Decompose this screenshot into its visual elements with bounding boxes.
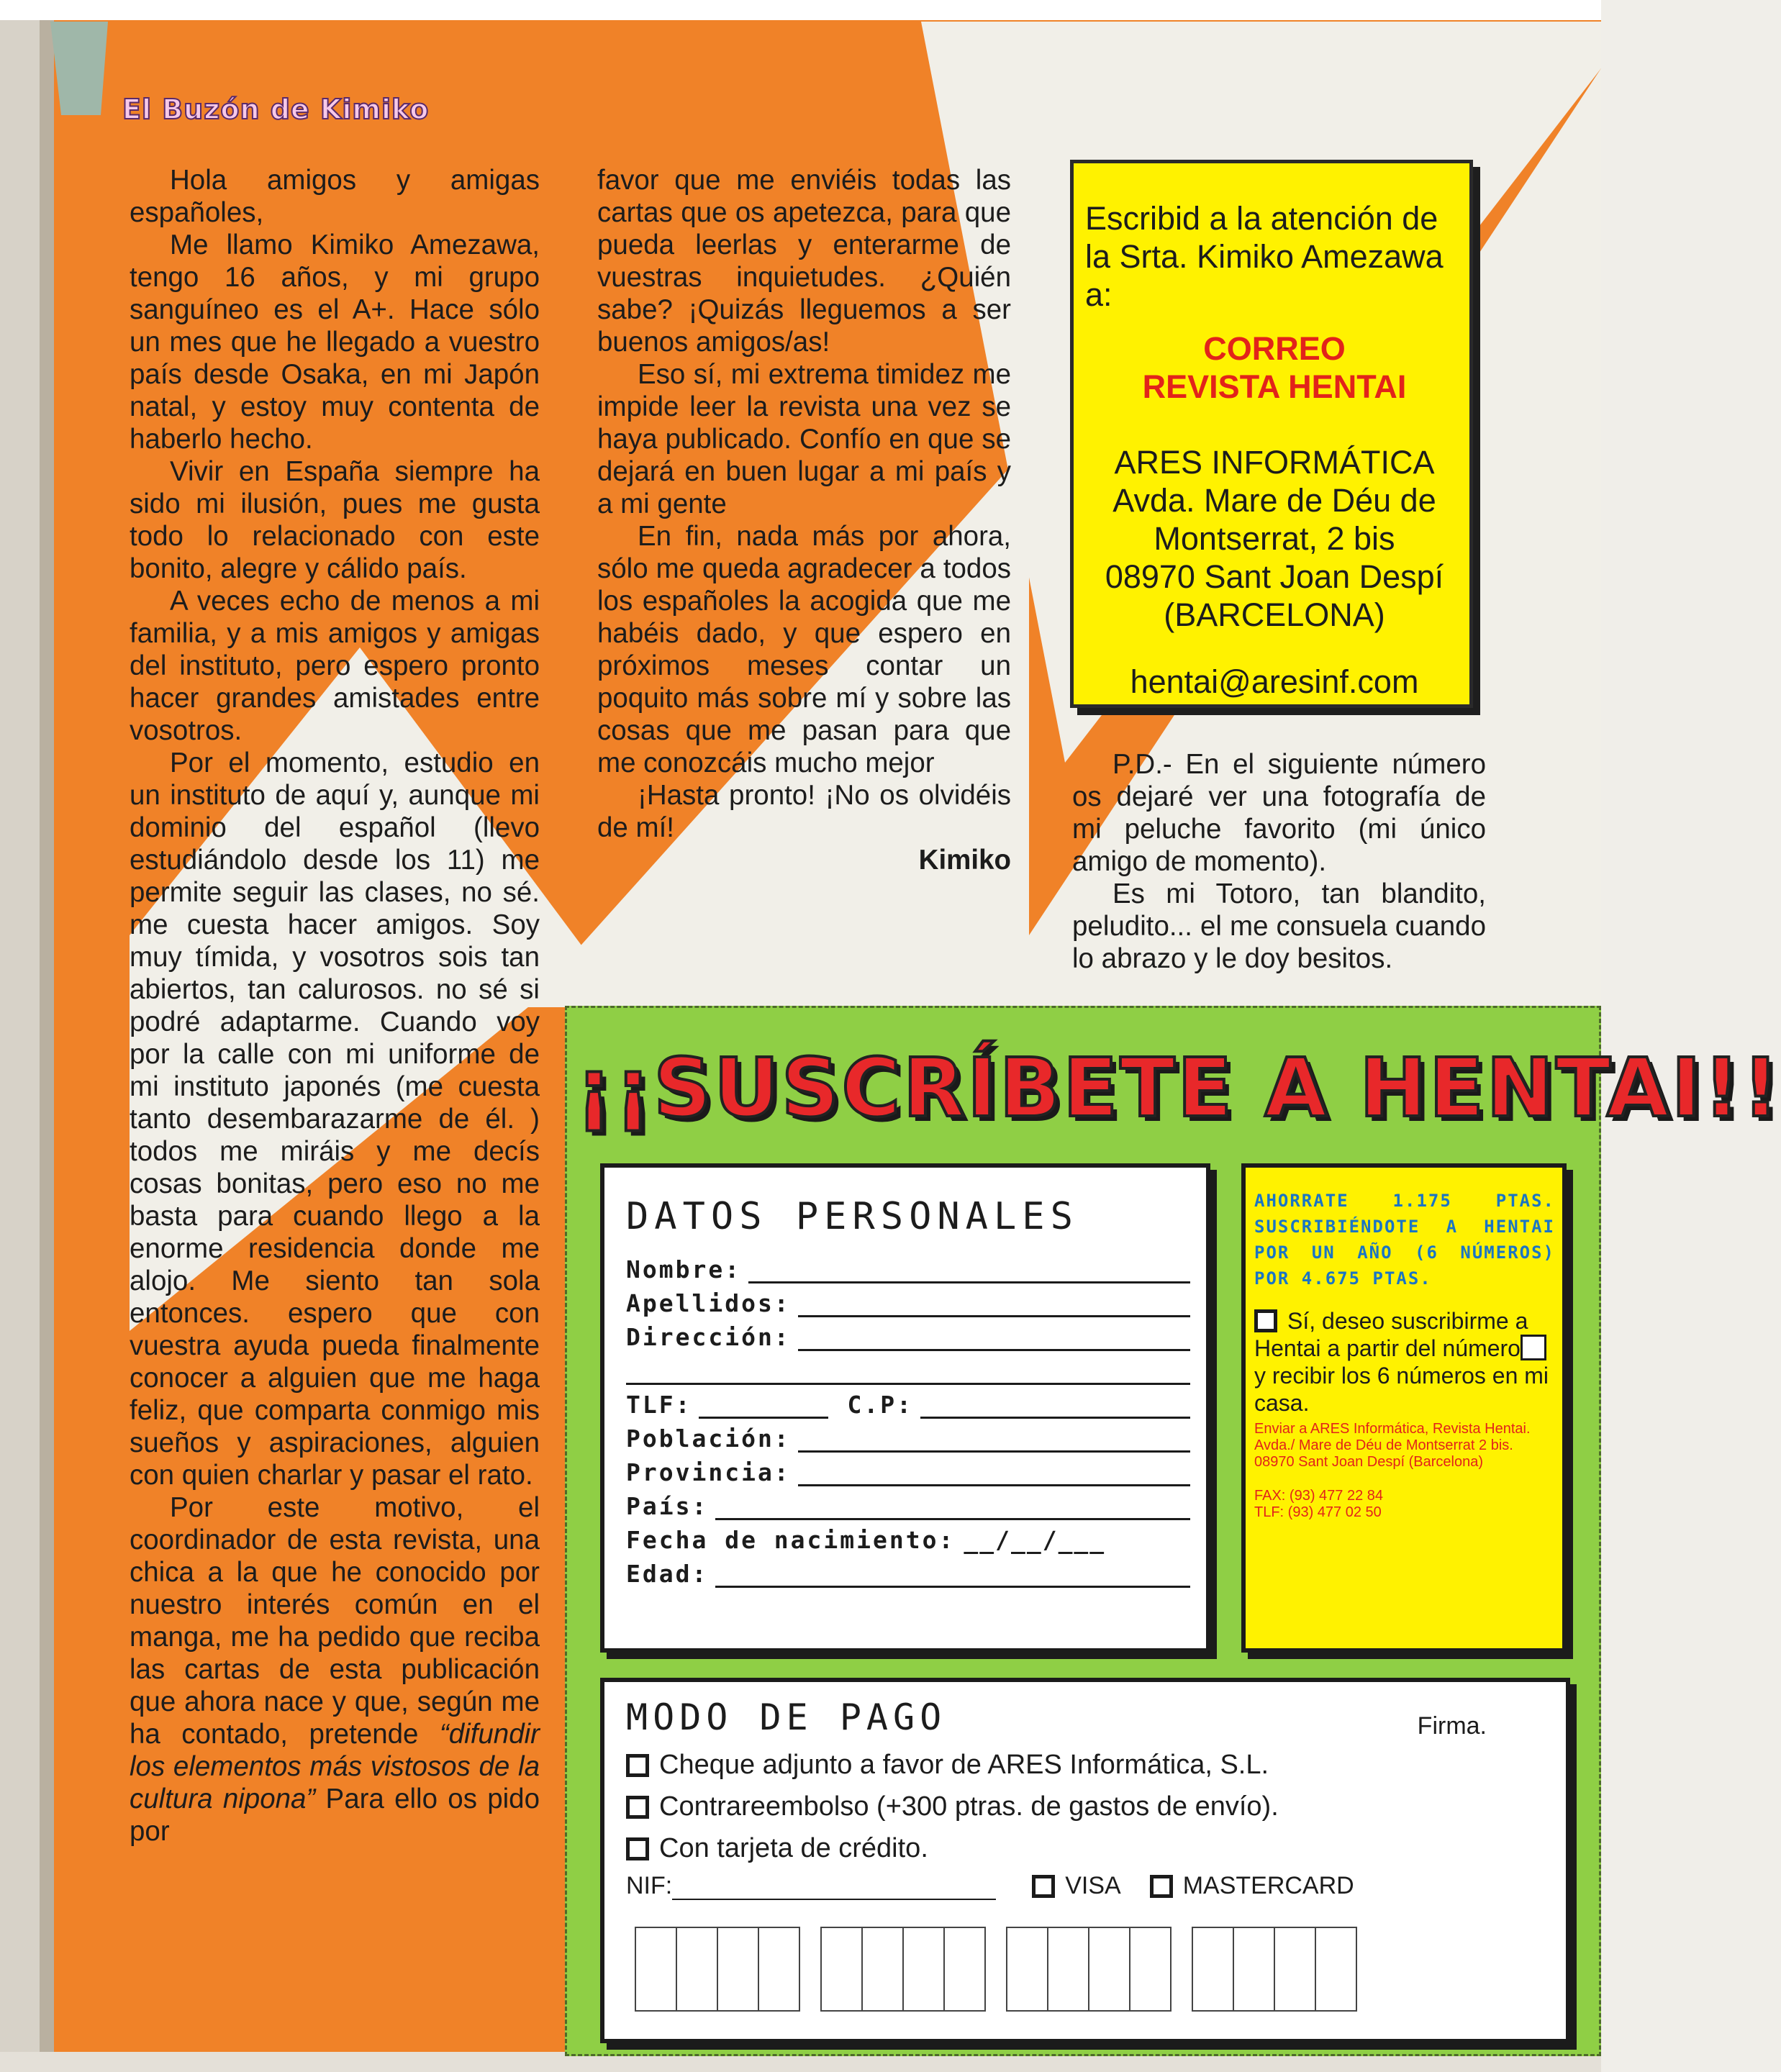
country-field[interactable] [626,1486,1190,1520]
quote-text: “difundir los elementos más vistosos de la cultura nipona” [130,1719,540,1814]
card-digit-group[interactable] [1006,1927,1170,2012]
subscribe-option-text-end: y recibir los 6 números en mi casa. [1254,1363,1549,1416]
address-field-2[interactable] [626,1351,1190,1385]
visa-checkbox[interactable] [1032,1875,1055,1898]
address-box [1070,160,1473,708]
surname-label: Apellidos: [626,1289,791,1317]
address-intro: Escribid a la atención de la Srta. Kimiko Amezawa a: [1085,200,1444,313]
country-label: País: [626,1492,709,1520]
province-line: (BARCELONA) [1164,596,1385,633]
letter-paragraph: Hola amigos y amigas españoles, [130,165,540,228]
visa-option[interactable] [1032,1872,1120,1900]
age-label: Edad: [626,1560,709,1588]
postscript-paragraph: Es mi Totoro, tan blandito, peludito... el me consuela cuando lo abrazo y le doy besitos. [1072,878,1486,974]
city-line: 08970 Sant Joan Despí [1105,558,1444,595]
nif-line[interactable] [672,1877,996,1900]
letter-paragraph: Por el momento, estudio en un instituto de aquí y, aunque mi dominio del español (llevo estudiándolo desde los 11) me permite seguir las clases, no sé. me cuesta hacer amigos. Soy muy tímida, y vosotros sois tan abiertos, tan calurosos. no sé si podré adaptarme. Cuando voy por la calle con mi uniforme de mi instituto japonés (me cuesta tanto desembarazarme de él. ) todos me miráis y me decís cosas bonitas, pero eso no me basta para cuando llego a la enorme residencia donde me alojo. Me siento tan sola entonces. espero que con vuestra ayuda pueda finalmente conocer a alguien que me haga feliz, que comparta conmigo mis sueños y aspiraciones, alguien con quien charlar y pasar el rato. [130,748,540,1491]
card-digit-group[interactable] [1192,1927,1356,2012]
birthdate-slots[interactable]: __/__/___ [964,1526,1106,1554]
cheque-label: Cheque adjunto a favor de ARES Informática, S.L. [659,1750,1269,1780]
card-label: Con tarjeta de crédito. [659,1833,928,1863]
subscribe-checkbox[interactable] [1254,1309,1277,1332]
cheque-checkbox[interactable] [626,1754,649,1777]
visa-label: VISA [1065,1872,1121,1899]
send-to-address: Enviar a ARES Informática, Revista Hentai. Avda./ Mare de Déu de Montserrat 2 bis. 08970 Sant Joan Despí (Barcelona) [1254,1421,1531,1470]
address-label: Dirección: [626,1323,791,1351]
fax-number: FAX: (93) 477 22 84 [1254,1488,1384,1504]
letter-paragraph: En fin, nada más por ahora, sólo me queda agradecer a todos los españoles la acogida que me habéis dado, y que espero en próximos meses contar un poquito más sobre mí y sobre las cosas que me pasan para que me conozcáis mucho mejor [597,521,1011,778]
letter-paragraph: favor que me enviéis todas las cartas que os apetezca, para que pueda leerlas y enterarme de vuestras inquietudes. ¿Quién sabe? ¡Quizás lleguemos a ser buenos amigos/as! [597,165,1011,358]
revista-label: REVISTA HENTAI [1142,368,1407,405]
payment-option-cheque[interactable] [626,1744,1544,1786]
birthdate-field[interactable] [626,1520,1190,1554]
name-field[interactable] [626,1250,1190,1283]
postscript-column [1072,748,1486,975]
card-checkbox[interactable] [626,1837,649,1860]
address-field[interactable] [626,1317,1190,1351]
address-red-heading [1085,330,1464,406]
birthdate-label: Fecha de nacimiento: [626,1526,956,1554]
issue-number-box[interactable] [1521,1335,1546,1360]
subscription-offer [1241,1163,1567,1653]
personal-data-heading: DATOS PERSONALES [626,1195,1079,1238]
province-label: Provincia: [626,1458,791,1486]
mastercard-label: MASTERCARD [1182,1872,1354,1899]
card-digit-group[interactable] [635,1927,799,2012]
nif-label: NIF: [626,1872,673,1899]
address-line[interactable] [798,1327,1190,1351]
name-label: Nombre: [626,1255,742,1283]
address-line-2[interactable] [626,1361,1190,1385]
payment-option-cod[interactable] [626,1786,1544,1827]
letter-text: Para ello os pido por [130,1784,540,1847]
street-line-2: Montserrat, 2 bis [1154,520,1395,557]
letter-paragraph: Eso sí, mi extrema timidez me impide leer la revista una vez se haya publicado. Confío en que se dejará en buen lugar a mi país y a mi gente [597,359,1011,519]
letter-column-2 [597,164,1011,876]
province-line[interactable] [798,1463,1190,1486]
nif-row [626,1872,1544,1900]
subscribe-title: ¡¡SUSCRÍBETE A HENTAI!! [576,1042,1781,1135]
surname-line[interactable] [798,1294,1190,1317]
letter-paragraph [130,1491,540,1848]
mastercard-option[interactable] [1150,1872,1354,1900]
province-field[interactable] [626,1453,1190,1486]
cod-checkbox[interactable] [626,1796,649,1819]
postscript-paragraph: P.D.- En el siguiente número os dejaré ver una fotografía de mi peluche favorito (mi único amigo de momento). [1072,749,1486,877]
signature-label: Firma. [1417,1712,1487,1740]
postcode-line[interactable] [920,1395,1190,1419]
letter-paragraph: ¡Hasta pronto! ¡No os olvidéis de mí! [597,780,1011,843]
company-name: ARES INFORMÁTICA [1114,444,1435,481]
town-line[interactable] [798,1429,1190,1453]
payment-form [600,1678,1570,2043]
correo-label: CORREO [1203,330,1346,367]
letter-paragraph: Me llamo Kimiko Amezawa, tengo 16 años, y mi grupo sanguíneo es el A+. Hace sólo un mes que he llegado a vuestro país desde Osaka, en mi Japón natal, y estoy muy contenta de haberlo hecho. [130,230,540,455]
email-address: hentai@aresinf.com [1130,663,1419,700]
letter-paragraph: Vivir en España siempre ha sido mi ilusión, pues me gusta todo lo relacionado con este bonito, alegre y cálido país. [130,456,540,584]
personal-data-form [600,1163,1210,1653]
payment-heading: MODO DE PAGO [626,1696,947,1738]
age-line[interactable] [715,1564,1190,1588]
payment-option-card[interactable] [626,1827,1544,1869]
cod-label: Contrareembolso (+300 ptras. de gastos de envío). [659,1791,1279,1822]
surname-field[interactable] [626,1283,1190,1317]
town-field[interactable] [626,1419,1190,1453]
signature: Kimiko [918,845,1011,876]
town-label: Población: [626,1424,791,1453]
letter-column-1 [130,164,540,1848]
street-line-1: Avda. Mare de Déu de [1112,482,1436,519]
letter-paragraph: A veces echo de menos a mi familia, y a mis amigos y amigas del instituto, pero espero pronto hacer grandes amistades entre vosotros. [130,586,540,746]
name-line[interactable] [748,1260,1190,1283]
phone-label: TLF: [626,1391,692,1419]
mastercard-checkbox[interactable] [1150,1875,1173,1898]
card-number-boxes[interactable] [635,1927,1377,2012]
section-title: El Buzón de Kimiko [122,94,430,125]
country-line[interactable] [715,1496,1190,1520]
savings-text: AHORRATE 1.175 PTAS. SUSCRIBIÉNDOTE A HENTAI POR UN AÑO (6 NÚMEROS) POR 4.675 PTAS. [1254,1191,1555,1289]
phone-line[interactable] [699,1395,828,1419]
age-field[interactable] [626,1554,1190,1588]
card-digit-group[interactable] [820,1927,984,2012]
postcode-label: C.P: [847,1391,913,1419]
subscribe-option-text: Sí, deseo suscribirme a Hentai a partir del número [1254,1308,1528,1361]
subscribe-option [1254,1307,1555,1417]
phone-number: TLF: (93) 477 02 50 [1254,1504,1382,1520]
letter-text: Por este motivo, el coordinador de esta revista, una chica a la que he conocido por nuestro interés común en el manga, me ha pedido que reciba las cartas de esta publicación que ahora nace y que, según me ha contado, pretende [130,1492,540,1750]
phone-postcode-row [626,1385,1190,1419]
